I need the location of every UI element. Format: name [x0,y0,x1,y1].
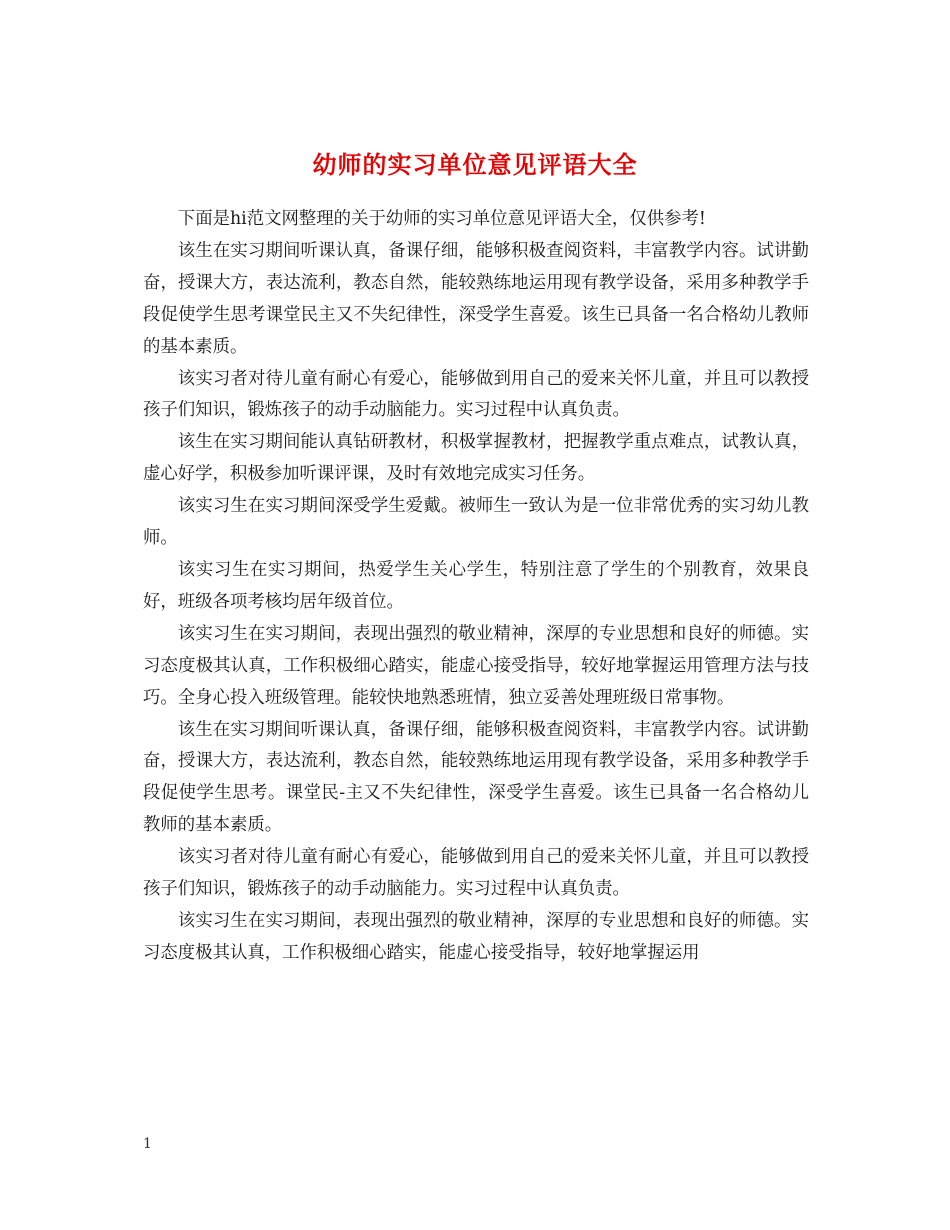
paragraph: 该生在实习期间听课认真，备课仔细，能够积极查阅资料，丰富教学内容。试讲勤奋，授课大方，表达流利，教态自然，能较熟练地运用现有教学设备，采用多种教学手段促使学生思考课堂民主又不失纪律性，深受学生喜爱。该生已具备一名合格幼儿教师的基本素质。 [143,240,809,357]
document-body [143,204,809,970]
paragraph: 该实习者对待儿童有耐心有爱心，能够做到用自己的爱来关怀儿童，并且可以教授孩子们知识，锻炼孩子的动手动脑能力。实习过程中认真负责。 [143,847,809,900]
paragraph: 该实习者对待儿童有耐心有爱心，能够做到用自己的爱来关怀儿童，并且可以教授孩子们知识，锻炼孩子的动手动脑能力。实习过程中认真负责。 [143,368,809,421]
paragraph: 该生在实习期间听课认真，备课仔细，能够积极查阅资料，丰富教学内容。试讲勤奋，授课大方，表达流利，教态自然，能较熟练地运用现有教学设备，采用多种教学手段促使学生思考。课堂民-主又不失纪律性，深受学生喜爱。该生已具备一名合格幼儿教师的基本素质。 [143,719,809,836]
paragraph: 该实习生在实习期间，热爱学生关心学生，特别注意了学生的个别教育，效果良好，班级各项考核均居年级首位。 [143,559,809,612]
page-title: 幼师的实习单位意见评语大全 [312,150,638,180]
paragraph: 该实习生在实习期间，表现出强烈的敬业精神，深厚的专业思想和良好的师德。实习态度极其认真，工作积极细心踏实，能虚心接受指导，较好地掌握运用管理方法与技巧。全身心投入班级管理。能较快地熟悉班情，独立妥善处理班级日常事物。 [143,623,809,708]
paragraph: 该实习生在实习期间深受学生爱戴。被师生一致认为是一位非常优秀的实习幼儿教师。 [143,496,809,549]
page-number: 1 [143,1136,152,1152]
paragraph: 该实习生在实习期间，表现出强烈的敬业精神，深厚的专业思想和良好的师德。实习态度极其认真，工作积极细心踏实，能虚心接受指导，较好地掌握运用 [143,910,809,963]
paragraph: 该生在实习期间能认真钻研教材，积极掌握教材，把握教学重点难点，试教认真，虚心好学，积极参加听课评课，及时有效地完成实习任务。 [143,432,809,485]
paragraph-intro: 下面是hi范文网整理的关于幼师的实习单位意见评语大全，仅供参考! [177,209,706,229]
